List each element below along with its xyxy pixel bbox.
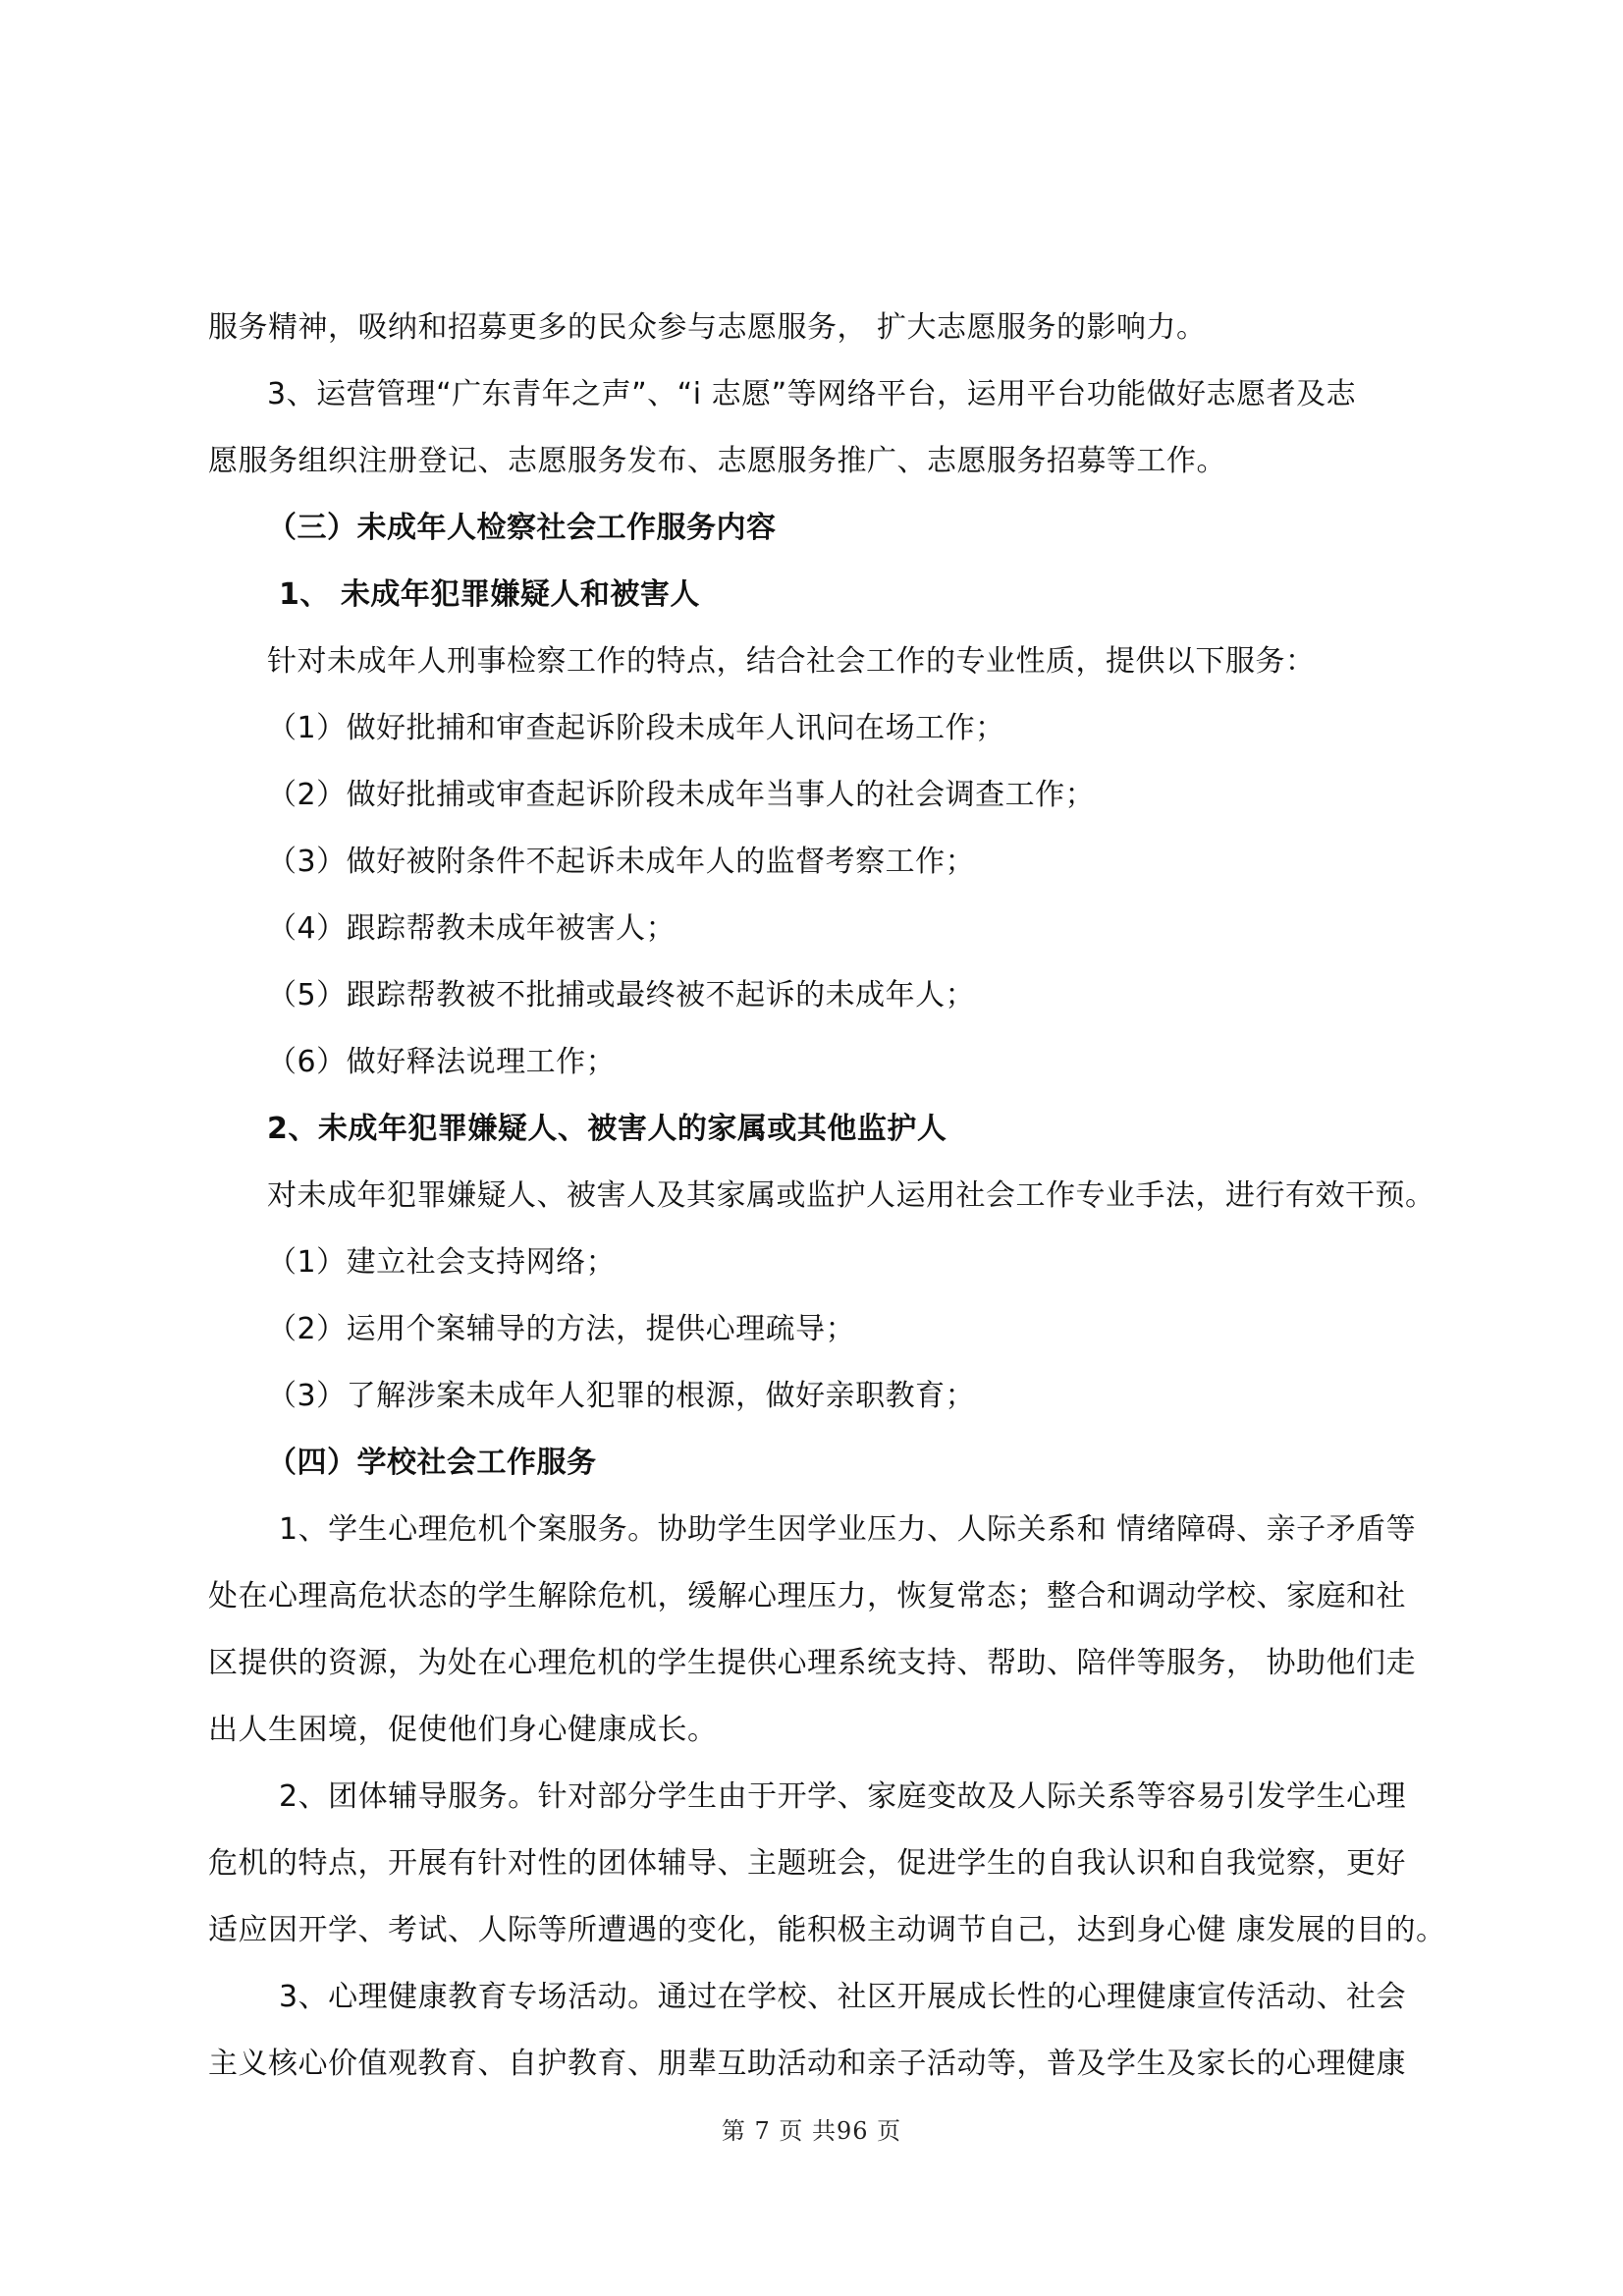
paragraph-line: 处在心理高危状态的学生解除危机，缓解心理压力，恢复常态；整合和调动学校、家庭和社: [208, 1579, 1406, 1613]
paragraph-line: 1、学生心理危机个案服务。协助学生因学业压力、人际关系和 情绪障碍、亲子矛盾等: [279, 1512, 1417, 1547]
list-item: （3）做好被附条件不起诉未成年人的监督考察工作；: [267, 845, 976, 879]
page-number-footer: 第 7 页 共96 页: [721, 2117, 902, 2145]
section-heading: （三）未成年人检察社会工作服务内容: [267, 511, 777, 545]
list-item: （3）了解涉案未成年人犯罪的根源，做好亲职教育；: [267, 1379, 976, 1413]
list-item: （1）建立社会支持网络；: [267, 1245, 617, 1280]
document-body: [208, 295, 1446, 2098]
paragraph-line: 对未成年犯罪嫌疑人、被害人及其家属或监护人运用社会工作专业手法，进行有效干预。: [267, 1178, 1435, 1213]
list-item: （6）做好释法说理工作；: [267, 1045, 617, 1079]
paragraph-line: 危机的特点，开展有针对性的团体辅导、主题班会，促进学生的自我认识和自我觉察，更好: [208, 1846, 1406, 1881]
paragraph-line: 适应因开学、考试、人际等所遭遇的变化，能积极主动调节自己，达到身心健 康发展的目的。: [208, 1913, 1446, 1947]
paragraph-line: 针对未成年人刑事检察工作的特点，结合社会工作的专业性质，提供以下服务：: [267, 644, 1316, 679]
list-item: （5）跟踪帮教被不批捕或最终被不起诉的未成年人；: [267, 978, 976, 1012]
subsection-heading: 1、 未成年犯罪嫌疑人和被害人: [279, 577, 700, 612]
paragraph-line: 2、团体辅导服务。针对部分学生由于开学、家庭变故及人际关系等容易引发学生心理: [279, 1779, 1407, 1814]
paragraph-line: 愿服务组织注册登记、志愿服务发布、志愿服务推广、志愿服务招募等工作。: [208, 444, 1226, 478]
paragraph-line: 主义核心价值观教育、自护教育、朋辈互助活动和亲子活动等，普及学生及家长的心理健康: [208, 2047, 1406, 2081]
list-item: （1）做好批捕和审查起诉阶段未成年人讯问在场工作；: [267, 711, 1005, 745]
paragraph-line: 服务精神，吸纳和招募更多的民众参与志愿服务， 扩大志愿服务的影响力。: [208, 310, 1207, 345]
paragraph-line: 出人生困境，促使他们身心健康成长。: [208, 1713, 718, 1747]
list-item: （2）做好批捕或审查起诉阶段未成年当事人的社会调查工作；: [267, 778, 1096, 812]
section-heading: （四）学校社会工作服务: [267, 1446, 597, 1480]
list-item: （4）跟踪帮教未成年被害人；: [267, 911, 676, 946]
subsection-heading: 2、未成年犯罪嫌疑人、被害人的家属或其他监护人: [267, 1112, 947, 1146]
paragraph-line: 区提供的资源，为处在心理危机的学生提供心理系统支持、帮助、陪伴等服务， 协助他们走: [208, 1646, 1417, 1680]
paragraph-line: 3、运营管理“广东青年之声”、“i 志愿”等网络平台，运用平台功能做好志愿者及志: [267, 377, 1357, 411]
list-item: （2）运用个案辅导的方法，提供心理疏导；: [267, 1312, 856, 1346]
paragraph-line: 3、心理健康教育专场活动。通过在学校、社区开展成长性的心理健康宣传活动、社会: [279, 1980, 1407, 2014]
